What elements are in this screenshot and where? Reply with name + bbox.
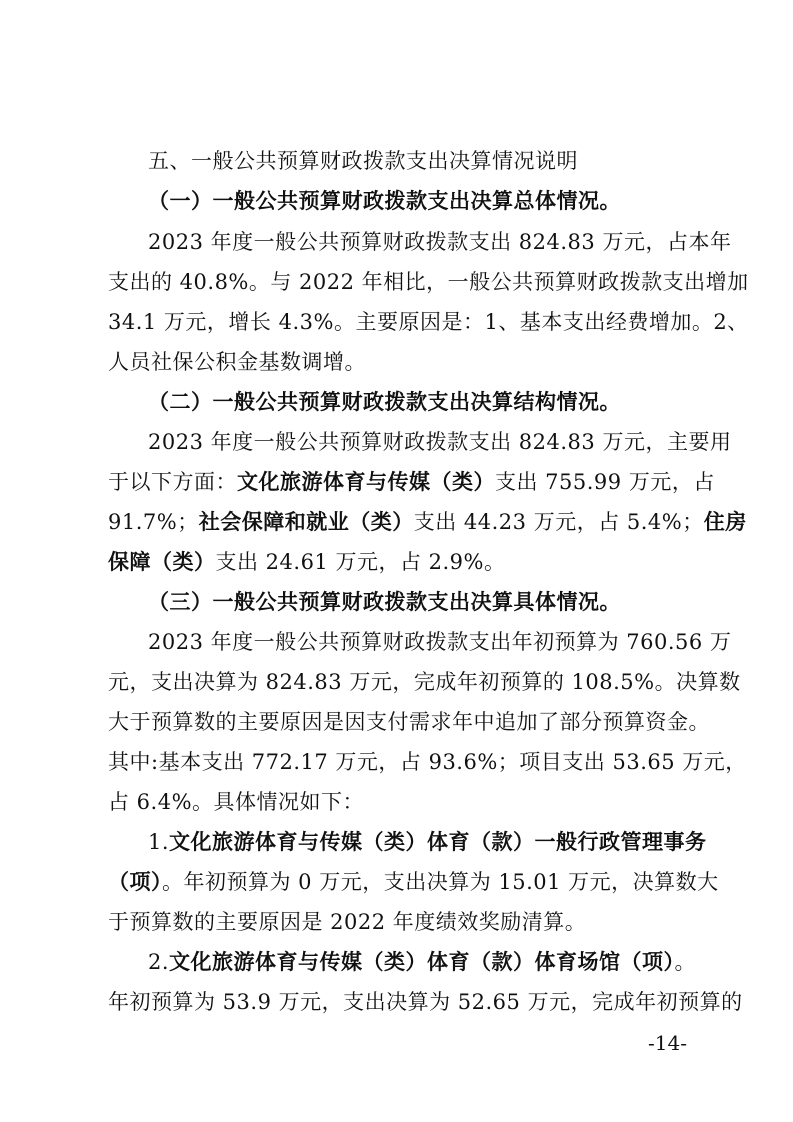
paragraph-line: 2023 年度一般公共预算财政拨款支出年初预算为 760.56 万 [148, 630, 732, 654]
text-span: 支出 44.23 万元，占 5.4%； [413, 510, 704, 534]
text-span: 支出 24.61 万元，占 2.9%。 [215, 550, 506, 574]
category-label: 文化旅游体育与传媒（类） [237, 470, 495, 494]
paragraph-line: 大于预算数的主要原因是因支付需求年中追加了部分预算资金。 [108, 710, 710, 734]
paragraph-line [108, 468, 715, 498]
category-label: 社会保障和就业（类） [198, 510, 414, 534]
paragraph-line: 其中:基本支出 772.17 万元，占 93.6%；项目支出 53.65 万元， [108, 750, 747, 774]
page-number: -14- [648, 1031, 687, 1055]
paragraph-line: 支出的 40.8%。与 2022 年相比，一般公共预算财政拨款支出增加 [108, 270, 749, 294]
item-title: （项） [108, 870, 162, 894]
item-title: 文化旅游体育与传媒（类）体育（款）体育场馆（项） [169, 950, 675, 974]
paragraph-line: 人员社保公积金基数调增。 [108, 350, 366, 374]
part2-subheading: （二）一般公共预算财政拨款支出决算结构情况。 [148, 390, 621, 414]
paragraph-line: 元，支出决算为 824.83 万元，完成年初预算的 108.5%。决算数 [108, 670, 741, 694]
item-1-line: 于预算数的主要原因是 2022 年度绩效奖励清算。 [108, 910, 587, 934]
paragraph-line: 34.1 万元，增长 4.3%。主要原因是：1、基本支出经费增加。2、 [108, 310, 749, 334]
text-span: 支出 755.99 万元，占 [495, 470, 715, 494]
text-span: 。年初预算为 0 万元，支出决算为 15.01 万元，决算数大 [162, 870, 719, 894]
paragraph-line: 2023 年度一般公共预算财政拨款支出 824.83 万元，占本年 [148, 230, 732, 254]
paragraph-line: 占 6.4%。具体情况如下： [108, 790, 365, 814]
paragraph-line [108, 548, 693, 578]
item-2-line [148, 948, 697, 978]
item-2-line: 年初预算为 53.9 万元，支出决算为 52.65 万元，完成年初预算的 [108, 990, 743, 1014]
category-label: 保障（类） [108, 550, 216, 574]
item-number: 1. [148, 830, 170, 854]
text-span: 91.7%； [108, 510, 199, 534]
item-number: 2. [148, 950, 170, 974]
paragraph-line [108, 508, 747, 538]
part1-subheading: （一）一般公共预算财政拨款支出决算总体情况。 [148, 189, 621, 213]
category-label: 住房 [703, 510, 747, 534]
text-span: 。 [674, 950, 697, 974]
text-span: 于以下方面： [108, 470, 237, 494]
item-title: 文化旅游体育与传媒（类）体育（款）一般行政管理事务 [169, 830, 707, 854]
section-heading: 五、一般公共预算财政拨款支出决算情况说明 [148, 149, 578, 173]
item-1-line [108, 868, 719, 898]
item-1-line [148, 828, 707, 858]
paragraph-line: 2023 年度一般公共预算财政拨款支出 824.83 万元，主要用 [148, 430, 732, 454]
part3-subheading: （三）一般公共预算财政拨款支出决算具体情况。 [148, 590, 621, 614]
